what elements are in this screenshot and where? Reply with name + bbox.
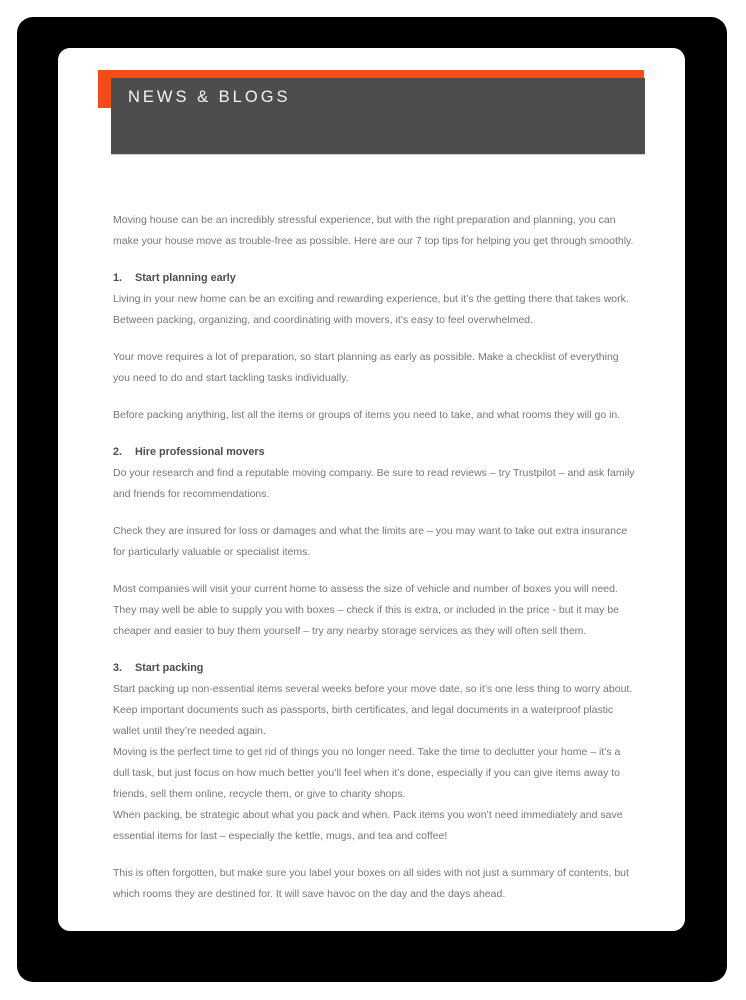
section-title: Hire professional movers — [135, 446, 265, 458]
section-title: Start packing — [135, 662, 204, 674]
header-banner — [111, 78, 645, 154]
section-number: 2. — [113, 446, 123, 458]
paragraph: Do your research and find a reputable moving company. Be sure to read reviews – try Trustpilot – and ask family and friends for recommendations. — [113, 467, 635, 500]
paragraph: When packing, be strategic about what you pack and when. Pack items you won’t need immediately and save essential items for last – especially the kettle, mugs, and tea and coffee! — [113, 809, 623, 842]
section-number: 1. — [113, 272, 123, 284]
paragraph: Living in your new home can be an exciting and rewarding experience, but it’s the getting there that takes work. Between packing, organizing, and coordinating with movers, it’s easy to feel overwhelmed. — [113, 293, 629, 326]
paragraph: Before packing anything, list all the items or groups of items you need to take, and what rooms they will go in. — [113, 409, 621, 421]
paragraph: Most companies will visit your current home to assess the size of vehicle and number of boxes you will need. They may well be able to supply you with boxes – check if this is extra, or included in the price - but it may be cheaper and easier to buy them yourself – try any nearby storage services as they will often sell them. — [113, 583, 619, 637]
section-title: Start planning early — [135, 272, 236, 284]
section-heading-3 — [113, 658, 635, 679]
section-heading-1 — [113, 268, 635, 289]
section-number: 3. — [113, 662, 123, 674]
intro-paragraph: Moving house can be an incredibly stressful experience, but with the right preparation and planning, you can make your house move as trouble-free as possible. Here are our 7 top tips for helping you get through smoothly. — [113, 214, 634, 247]
paragraph: Your move requires a lot of preparation, so start planning as early as possible. Make a checklist of everything you need to do and start tackling tasks individually. — [113, 351, 619, 384]
paragraph: Start packing up non-essential items several weeks before your move date, so it’s one less thing to worry about. Keep important documents such as passports, birth certificates, and legal documents in a waterproof plastic wallet until they’re needed again. — [113, 683, 633, 737]
paragraph: This is often forgotten, but make sure you label your boxes on all sides with not just a summary of contents, but which rooms they are destined for. It will save havoc on the day and the days ahead. — [113, 867, 629, 900]
document-page — [58, 48, 685, 931]
paragraph: Check they are insured for loss or damages and what the limits are – you may want to take out extra insurance for particularly valuable or specialist items. — [113, 525, 628, 558]
paragraph: Moving is the perfect time to get rid of things you no longer need. Take the time to declutter your home – it’s a dull task, but just focus on how much better you’ll feel when it’s done, especially if you can give items away to friends, sell them online, recycle them, or give to charity shops. — [113, 746, 621, 800]
page-title: NEWS & BLOGS — [128, 88, 291, 106]
section-heading-2 — [113, 442, 635, 463]
article-body — [113, 210, 635, 905]
